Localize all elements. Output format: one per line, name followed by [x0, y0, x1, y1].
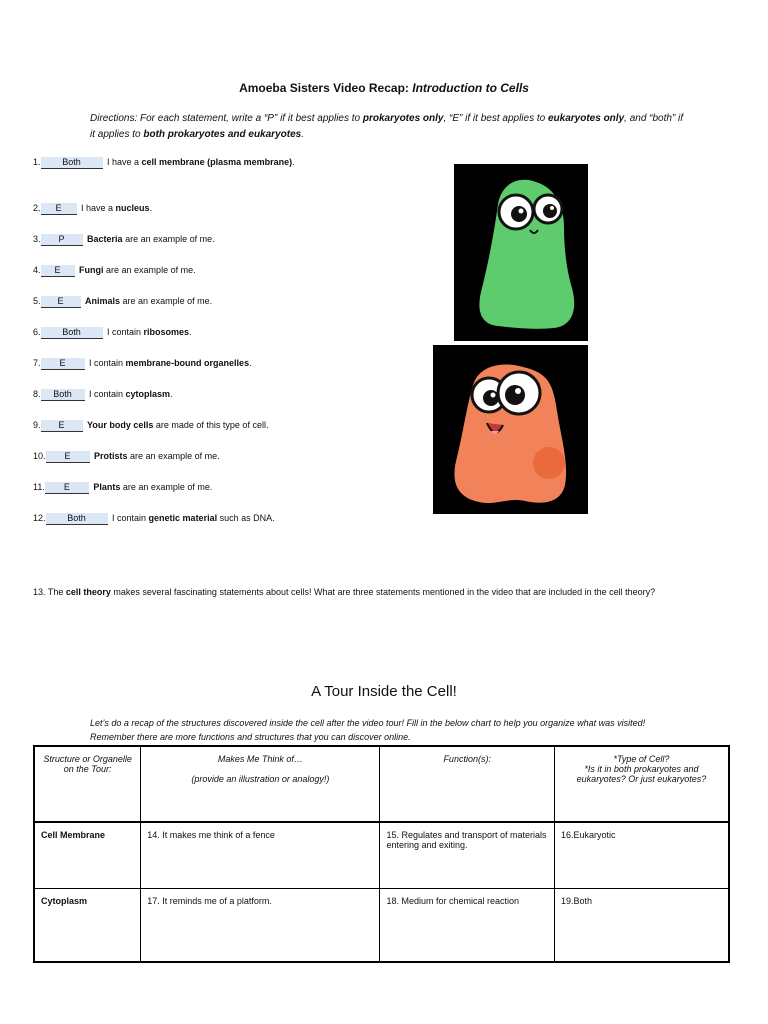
question-number: 2. — [33, 203, 41, 213]
question-number: 1. — [33, 157, 41, 167]
header-structure: Structure or Organelle on the Tour: — [34, 746, 141, 822]
question-text: are made of this type of cell. — [153, 420, 269, 430]
question-number: 5. — [33, 296, 41, 306]
question-item — [33, 356, 252, 370]
question-item — [33, 155, 295, 169]
question-number: 12. — [33, 513, 46, 523]
question-text: I have a — [78, 203, 116, 213]
question-item — [33, 325, 192, 339]
question-text: I have a — [104, 157, 142, 167]
green-amoeba-image — [454, 164, 588, 341]
answer-field[interactable]: Both — [41, 327, 103, 339]
question-item — [33, 449, 220, 463]
question-number: 11. — [33, 482, 45, 492]
question-text: I contain — [86, 389, 126, 399]
question-text: are an example of me. — [103, 265, 196, 275]
question-keyword: cell membrane (plasma membrane) — [141, 157, 293, 167]
directions-text: Directions: For each statement, write a “P” if it best applies to prokaryotes only, “E” if it best applies to eukaryotes only, and “both” if it applies to both prokaryotes and eukaryotes. — [90, 113, 684, 140]
structure-cell: Cytoplasm — [34, 889, 141, 963]
function-cell[interactable]: 15. Regulates and transport of materials entering and exiting. — [380, 822, 554, 889]
question-text: . — [149, 203, 153, 213]
tour-intro-text: Let’s do a recap of the structures discovered inside the cell after the video tour! Fill in the below chart to help you organize what was visited! Remember there are more functions and structures that you can discover online. — [90, 718, 646, 742]
answer-field[interactable]: Both — [46, 513, 108, 525]
question-keyword: Animals — [85, 296, 121, 306]
question-text: . — [189, 327, 192, 337]
question-keyword: Fungi — [79, 265, 104, 275]
tour-table — [33, 745, 730, 963]
question-item — [33, 387, 173, 401]
tour-heading: A Tour Inside the Cell! — [311, 683, 457, 700]
question-keyword: Bacteria — [87, 234, 123, 244]
table-row — [34, 889, 729, 963]
header-functions: Function(s): — [380, 746, 554, 822]
question-text: I contain — [104, 327, 144, 337]
type-cell[interactable]: 16.Eukaryotic — [554, 822, 729, 889]
question-text: I contain — [86, 358, 126, 368]
answer-field[interactable]: E — [41, 203, 77, 215]
answer-field[interactable]: E — [46, 451, 90, 463]
question-keyword: cytoplasm — [125, 389, 171, 399]
answer-field[interactable]: Both — [41, 389, 85, 401]
question-keyword: genetic material — [148, 513, 218, 523]
question-text: are an example of me. — [122, 234, 215, 244]
question-number: 9. — [33, 420, 41, 430]
orange-amoeba-image — [433, 345, 588, 514]
header-type-of-cell: *Type of Cell? *Is it in both prokaryotes and eukaryotes? Or just eukaryotes? — [554, 746, 729, 822]
question-number: 6. — [33, 327, 41, 337]
question-item — [33, 232, 215, 246]
question-text: . — [292, 157, 295, 167]
answer-field[interactable]: E — [41, 296, 81, 308]
header-makes-me-think: Makes Me Think of… (provide an illustration or analogy!) — [141, 746, 380, 822]
structure-cell: Cell Membrane — [34, 822, 141, 889]
answer-field[interactable]: E — [41, 265, 75, 277]
page-title: Amoeba Sisters Video Recap: Introduction to Cells — [239, 81, 529, 95]
question-number: 10. — [33, 451, 46, 461]
question-text: are an example of me. — [120, 296, 213, 306]
question-text: . — [170, 389, 173, 399]
question-text: I contain — [109, 513, 149, 523]
table-header-row — [34, 746, 729, 822]
question-text: are an example of me. — [120, 482, 213, 492]
table-row — [34, 822, 729, 889]
answer-field[interactable]: E — [41, 420, 83, 432]
question-keyword: Plants — [93, 482, 121, 492]
think-cell[interactable]: 17. It reminds me of a platform. — [141, 889, 380, 963]
answer-field[interactable]: Both — [41, 157, 103, 169]
question-item — [33, 263, 196, 277]
question-number: 3. — [33, 234, 41, 244]
question-number: 7. — [33, 358, 41, 368]
question-keyword: nucleus — [115, 203, 150, 213]
question-item — [33, 294, 212, 308]
question-text: . — [249, 358, 252, 368]
question-keyword: Protists — [94, 451, 128, 461]
answer-field[interactable]: P — [41, 234, 83, 246]
question-keyword: Your body cells — [87, 420, 154, 430]
question-number: 4. — [33, 265, 41, 275]
type-cell[interactable]: 19.Both — [554, 889, 729, 963]
answer-field[interactable]: E — [41, 358, 85, 370]
question-keyword: membrane-bound organelles — [125, 358, 250, 368]
question-13: 13. The cell theory makes several fascinating statements about cells! What are three statements mentioned in the video that are included in the cell theory? — [33, 587, 656, 597]
question-number: 8. — [33, 389, 41, 399]
question-item — [33, 480, 212, 494]
question-keyword: ribosomes — [143, 327, 190, 337]
function-cell[interactable]: 18. Medium for chemical reaction — [380, 889, 554, 963]
think-cell[interactable]: 14. It makes me think of a fence — [141, 822, 380, 889]
question-item — [33, 418, 268, 432]
question-item — [33, 201, 152, 215]
question-text: such as DNA. — [217, 513, 275, 523]
question-text: are an example of me. — [127, 451, 220, 461]
answer-field[interactable]: E — [45, 482, 89, 494]
question-item — [33, 511, 275, 525]
